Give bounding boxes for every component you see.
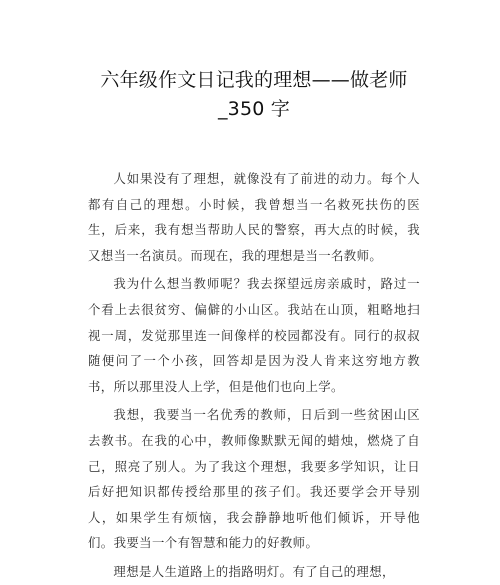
paragraph-2: 我为什么想当教师呢？我去探望远房亲戚时，路过一个看上去很贫穷、偏僻的小山区。我站在山顶，粗略地扫视一周，发觉那里连一间像样的校园都没有。同行的叔叔随便问了一个小孩，回答却是因为没人肯来这穷地方教书，所以那里没人上学，但是他们也向上学。 bbox=[88, 276, 420, 394]
article-title bbox=[88, 66, 420, 124]
paragraph-4: 理想是人生道路上的指路明灯。有了自己的理想， bbox=[113, 563, 395, 579]
article-title-line-2: _350 字 bbox=[217, 98, 290, 120]
article-body bbox=[88, 166, 420, 585]
article-title-line-1: 六年级作文日记我的理想——做老师 bbox=[100, 69, 408, 91]
paragraph-3: 我想，我要当一名优秀的教师，日后到一些贫困山区去教书。在我的心中，教师像默默无闻的蜡烛，燃烧了自己，照亮了别人。为了我这个理想，我要多学知识，让日后好把知识都传授给那里的孩子们。我还要学会开导别人，如果学生有烦恼，我会静静地听他们倾诉，开导他们。我要当一个有智慧和能力的好教师。 bbox=[88, 407, 420, 551]
paragraph-1: 人如果没有了理想，就像没有了前进的动力。每个人都有自己的理想。小时候，我曾想当一名救死扶伤的医生，后来，我有想当帮助人民的警察，再大点的时候，我又想当一名演员。而现在，我的理想是当一名教师。 bbox=[88, 171, 420, 263]
